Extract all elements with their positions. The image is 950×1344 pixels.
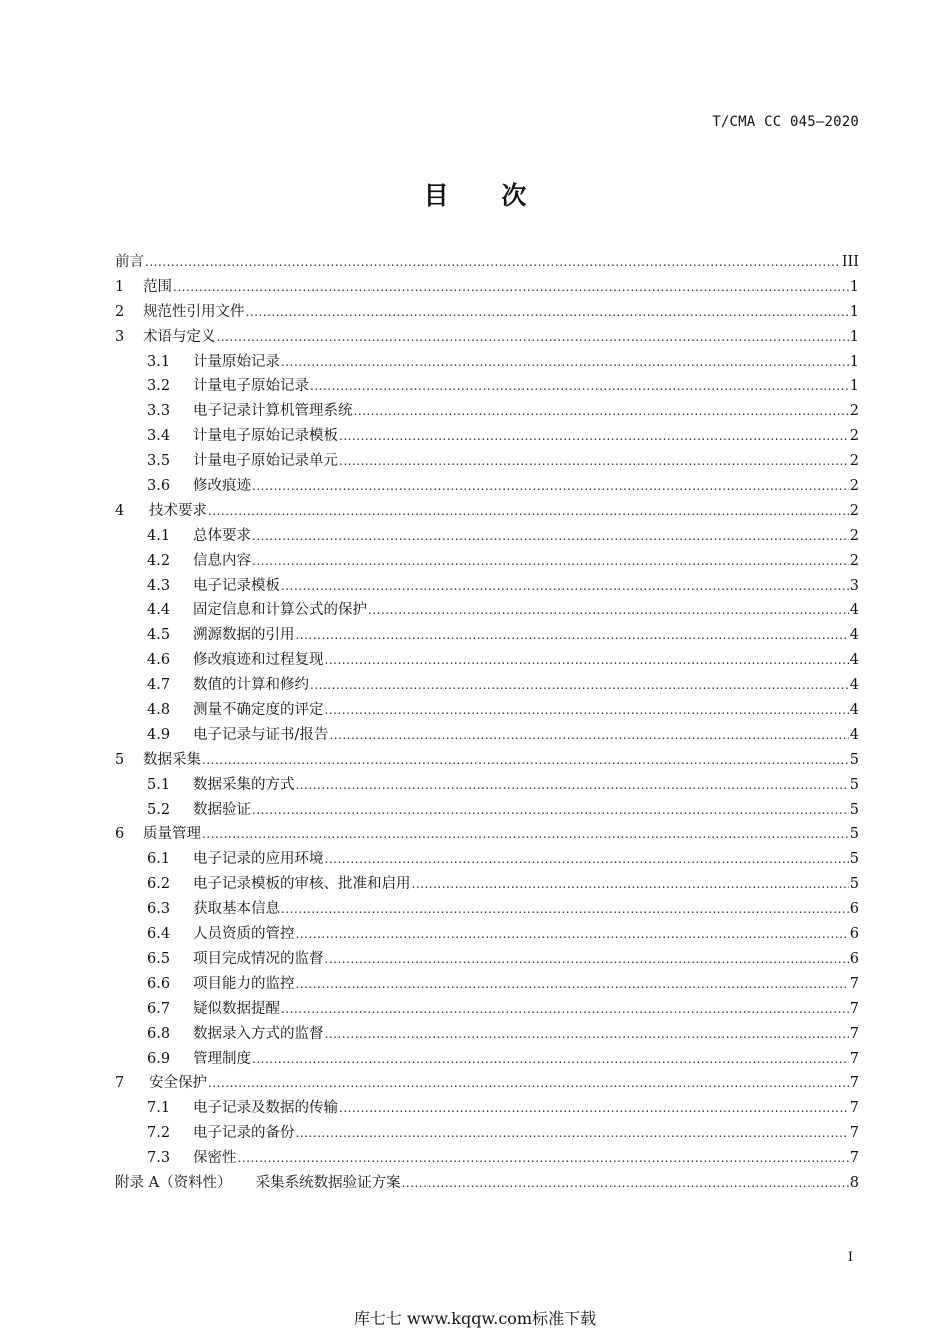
toc-entry[interactable] [115, 773, 859, 798]
toc-entry-page: 7 [849, 975, 859, 992]
page-number: I [847, 1250, 853, 1265]
toc-entry[interactable] [115, 897, 859, 922]
toc-entry-label: 项目完成情况的监督 [193, 950, 324, 967]
toc-entry-number: 6.4 [147, 926, 171, 943]
toc-entry-label: 计量原始记录 [193, 353, 280, 370]
dot-leader [202, 822, 849, 847]
dot-leader [281, 350, 849, 375]
toc-entry-label: 测量不确定度的评定 [193, 702, 324, 719]
toc-entry-number: 7.1 [147, 1100, 171, 1117]
toc-entry-label: 总体要求 [193, 527, 251, 544]
toc-entry-page: 1 [849, 378, 859, 395]
toc-entry-page: 2 [849, 502, 859, 519]
toc-entry-page: 5 [849, 776, 859, 793]
dot-leader [208, 499, 849, 524]
dot-leader [202, 748, 849, 773]
toc-entry-label: 人员资质的管控 [193, 926, 295, 943]
toc-entry-number: 3.2 [147, 378, 171, 395]
toc-entry-page: 6 [849, 926, 859, 943]
toc-entry-page: 4 [849, 726, 859, 743]
toc-entry-number: 7.3 [147, 1150, 171, 1167]
toc-entry-label: 项目能力的监控 [193, 975, 295, 992]
toc-entry[interactable] [115, 574, 859, 599]
dot-leader [252, 474, 849, 499]
toc-entry[interactable] [115, 524, 859, 549]
toc-entry-page: 5 [849, 801, 859, 818]
toc-entry-number: 7 [115, 1075, 125, 1092]
toc-entry-label: 电子记录的备份 [193, 1125, 295, 1142]
toc-entry-page: 2 [849, 453, 859, 470]
toc-entry[interactable] [115, 1047, 859, 1072]
dot-leader [402, 1171, 849, 1196]
toc-entry[interactable] [115, 798, 859, 823]
toc-entry-label: 计量电子原始记录模板 [193, 428, 338, 445]
toc-entry-number: 3.1 [147, 353, 171, 370]
dot-leader [208, 1071, 849, 1096]
toc-entry-number: 7.2 [147, 1125, 171, 1142]
toc-entry-label: 数据采集的方式 [193, 776, 295, 793]
toc-entry-page: 4 [849, 602, 859, 619]
dot-leader [354, 399, 849, 424]
toc-entry-page: 4 [849, 702, 859, 719]
toc-entry-page: 4 [849, 677, 859, 694]
toc-entry-number: 3.6 [147, 478, 171, 495]
toc-entry-page: 2 [849, 478, 859, 495]
toc-entry-page: 7 [849, 1025, 859, 1042]
toc-entry[interactable] [115, 300, 859, 325]
toc-entry-number: 4.2 [147, 552, 171, 569]
dot-leader [368, 598, 849, 623]
toc-entry-page: 4 [849, 652, 859, 669]
toc-entry[interactable] [115, 598, 859, 623]
toc-entry-number: 5.2 [147, 801, 171, 818]
dot-leader [339, 449, 849, 474]
toc-entry-label: 信息内容 [193, 552, 251, 569]
dot-leader [252, 798, 849, 823]
dot-leader [252, 549, 849, 574]
appendix-page: 8 [849, 1174, 859, 1191]
dot-leader [310, 673, 849, 698]
toc-entry-number: 4.7 [147, 677, 171, 694]
dot-leader [281, 574, 849, 599]
toc-entry-number: 6.1 [147, 851, 171, 868]
toc-entry-number: 5.1 [147, 776, 171, 793]
toc-entry-label: 数据验证 [193, 801, 251, 818]
toc-entry-label: 电子记录及数据的传输 [193, 1100, 338, 1117]
toc-entry[interactable] [115, 275, 859, 300]
dot-leader [325, 847, 849, 872]
toc-entry-page: III [841, 254, 859, 270]
toc-entry-number: 3.5 [147, 453, 171, 470]
toc-entry[interactable] [115, 947, 859, 972]
toc-entry-number: 4.3 [147, 577, 171, 594]
toc-entry-number: 1 [115, 278, 125, 295]
toc-entry-page: 7 [849, 1075, 859, 1092]
toc-entry-page: 7 [849, 1100, 859, 1117]
toc-entry[interactable] [115, 673, 859, 698]
toc-entry-number: 4.1 [147, 527, 171, 544]
dot-leader [296, 972, 849, 997]
toc-entry-number: 6.7 [147, 1000, 171, 1017]
dot-leader [339, 424, 849, 449]
toc-entry-number: 3.4 [147, 428, 171, 445]
toc-entry-label: 电子记录的应用环境 [193, 851, 324, 868]
toc-entry-page: 7 [849, 1125, 859, 1142]
toc-entry[interactable] [115, 922, 859, 947]
dot-leader [281, 897, 849, 922]
appendix-label: 采集系统数据验证方案 [255, 1174, 401, 1191]
toc-entry[interactable] [115, 822, 859, 847]
toc-entry-page: 6 [849, 901, 859, 918]
toc-entry[interactable] [115, 499, 859, 524]
dot-leader [246, 300, 849, 325]
toc-entry-page: 1 [849, 353, 859, 370]
toc-entry[interactable] [115, 997, 859, 1022]
toc-entry-page: 5 [849, 826, 859, 843]
toc-entry-page: 7 [849, 1150, 859, 1167]
toc-entry-page: 5 [849, 751, 859, 768]
dot-leader [296, 922, 849, 947]
toc-entry[interactable] [115, 872, 859, 897]
toc-entry-label: 保密性 [193, 1150, 237, 1167]
toc-entry-page: 2 [849, 428, 859, 445]
toc-entry[interactable] [115, 698, 859, 723]
toc-entry-label: 电子记录与证书/报告 [193, 726, 329, 743]
toc-entry-page: 5 [849, 876, 859, 893]
dot-leader [145, 250, 841, 275]
toc-entry-label: 修改痕迹和过程复现 [193, 652, 324, 669]
toc-entry-label: 技术要求 [149, 502, 207, 519]
footer-watermark: 库七七 www.kqqw.com标准下载 [353, 1309, 597, 1328]
toc-entry-number: 6 [115, 826, 125, 843]
toc-entry[interactable] [115, 325, 859, 350]
dot-leader [339, 1096, 849, 1121]
toc-entry-label: 质量管理 [143, 826, 201, 843]
dot-leader [173, 275, 849, 300]
toc-entry-label: 安全保护 [149, 1075, 207, 1092]
toc-entry-label: 疑似数据提醒 [193, 1000, 280, 1017]
dot-leader [281, 997, 849, 1022]
toc-entry-page: 5 [849, 851, 859, 868]
toc-entry-label: 获取基本信息 [193, 901, 280, 918]
toc-entry-number: 6.9 [147, 1050, 171, 1067]
toc-entry-label: 数值的计算和修约 [193, 677, 309, 694]
toc-entry-number: 4.4 [147, 602, 171, 619]
toc-entry-label: 固定信息和计算公式的保护 [193, 602, 367, 619]
dot-leader [296, 773, 849, 798]
toc-entry-label: 数据录入方式的监督 [193, 1025, 324, 1042]
toc-entry[interactable] [115, 374, 859, 399]
standard-code: T/CMA CC 045—2020 [712, 114, 859, 130]
toc-entry-page: 1 [849, 303, 859, 320]
toc-entry-page: 1 [849, 328, 859, 345]
page-title: 目 次 [423, 181, 549, 210]
dot-leader [217, 325, 849, 350]
dot-leader [252, 524, 849, 549]
toc-entry-label: 计量电子原始记录单元 [193, 453, 338, 470]
dot-leader [412, 872, 849, 897]
dot-leader [329, 723, 848, 748]
toc-entry-label: 电子记录计算机管理系统 [193, 403, 353, 420]
toc-entry-number: 3.3 [147, 403, 171, 420]
toc-entry-number: 6.2 [147, 876, 171, 893]
toc-entry-label: 管理制度 [193, 1050, 251, 1067]
toc-entry[interactable] [115, 250, 859, 275]
toc-entry-label: 术语与定义 [143, 328, 216, 345]
dot-leader [296, 623, 849, 648]
toc-entry-page: 2 [849, 552, 859, 569]
toc-entry[interactable] [115, 474, 859, 499]
toc-entry-number: 6.5 [147, 950, 171, 967]
toc-entry-page: 4 [849, 627, 859, 644]
toc-entry-page: 7 [849, 1000, 859, 1017]
toc-entry[interactable] [115, 972, 859, 997]
toc-entry[interactable] [115, 449, 859, 474]
toc-entry[interactable] [115, 847, 859, 872]
table-of-contents [115, 250, 859, 1196]
toc-entry-number: 4.8 [147, 702, 171, 719]
toc-entry-number: 4.9 [147, 726, 171, 743]
toc-entry-page: 2 [849, 403, 859, 420]
toc-entry-label: 电子记录模板 [193, 577, 280, 594]
appendix-prefix: 附录 A（资料性） [115, 1174, 232, 1191]
toc-entry-label: 范围 [143, 278, 172, 295]
toc-entry-label: 修改痕迹 [193, 478, 251, 495]
toc-entry[interactable] [115, 723, 859, 748]
toc-entry[interactable] [115, 399, 859, 424]
toc-entry[interactable] [115, 623, 859, 648]
dot-leader [325, 947, 849, 972]
toc-entry-number: 4.5 [147, 627, 171, 644]
toc-entry-page: 3 [849, 577, 859, 594]
toc-entry-page: 2 [849, 527, 859, 544]
toc-entry-page: 1 [849, 278, 859, 295]
toc-entry[interactable] [115, 424, 859, 449]
toc-entry-number: 6.6 [147, 975, 171, 992]
toc-entry-page: 6 [849, 950, 859, 967]
toc-entry[interactable] [115, 350, 859, 375]
dot-leader [310, 374, 849, 399]
dot-leader [325, 698, 849, 723]
toc-entry-number: 3 [115, 328, 125, 345]
toc-entry-label: 溯源数据的引用 [193, 627, 295, 644]
toc-entry[interactable] [115, 648, 859, 673]
toc-entry[interactable] [115, 1096, 859, 1121]
toc-entry[interactable] [115, 748, 859, 773]
dot-leader [238, 1146, 849, 1171]
dot-leader [325, 1022, 849, 1047]
toc-entry[interactable] [115, 1071, 859, 1096]
toc-entry-appendix[interactable] [115, 1171, 859, 1196]
dot-leader [296, 1121, 849, 1146]
dot-leader [252, 1047, 849, 1072]
toc-entry-label: 规范性引用文件 [143, 303, 245, 320]
toc-entry-number: 6.3 [147, 901, 171, 918]
toc-entry-number: 4 [115, 502, 125, 519]
toc-entry-label: 计量电子原始记录 [193, 378, 309, 395]
toc-entry-number: 6.8 [147, 1025, 171, 1042]
toc-entry-page: 7 [849, 1050, 859, 1067]
dot-leader [325, 648, 849, 673]
toc-entry-number: 前言 [115, 254, 144, 270]
toc-entry-label: 数据采集 [143, 751, 201, 768]
toc-entry-number: 2 [115, 303, 125, 320]
toc-entry-number: 5 [115, 751, 125, 768]
toc-entry[interactable] [115, 1022, 859, 1047]
toc-entry[interactable] [115, 549, 859, 574]
toc-entry-label: 电子记录模板的审核、批准和启用 [193, 876, 411, 893]
toc-entry[interactable] [115, 1121, 859, 1146]
toc-entry[interactable] [115, 1146, 859, 1171]
toc-entry-number: 4.6 [147, 652, 171, 669]
